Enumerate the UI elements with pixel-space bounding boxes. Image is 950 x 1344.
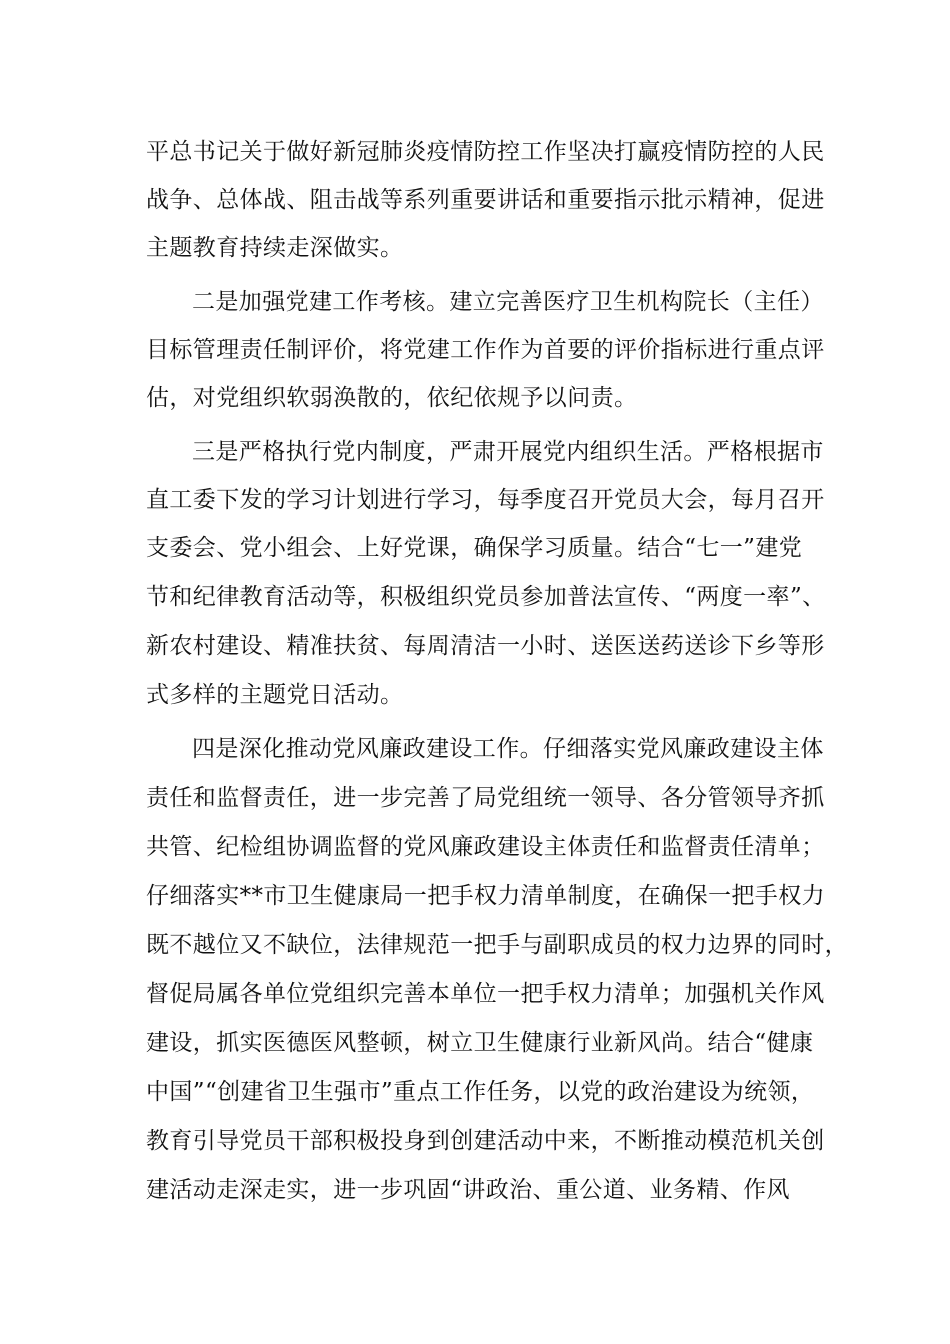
paragraph-4-line-3: 共管、纪检组协调监督的党风廉政建设主体责任和监督责任清单； xyxy=(146,834,825,860)
paragraph-3-line-5: 新农村建设、精准扶贫、每周清洁一小时、送医送药送诊下乡等形 xyxy=(146,633,825,659)
paragraph-4-line-6: 督促局属各单位党组织完善本单位一把手权力清单；加强机关作风 xyxy=(146,981,825,1007)
paragraph-4-line-2: 责任和监督责任，进一步完善了局党组统一领导、各分管领导齐抓 xyxy=(146,785,825,811)
paragraph-1-line-2: 战争、总体战、阻击战等系列重要讲话和重要指示批示精神，促进 xyxy=(146,187,825,213)
paragraph-3-line-3: 支委会、党小组会、上好党课，确保学习质量。结合“七一”建党 xyxy=(146,535,803,561)
paragraph-2-line-1: 二是加强党建工作考核。建立完善医疗卫生机构院长（主任） xyxy=(192,289,824,315)
paragraph-4-line-9: 教育引导党员干部积极投身到创建活动中来，不断推动模范机关创 xyxy=(146,1128,825,1154)
paragraph-3-line-2: 直工委下发的学习计划进行学习，每季度召开党员大会，每月召开 xyxy=(146,487,825,513)
paragraph-4-line-10: 建活动走深走实，进一步巩固“讲政治、重公道、业务精、作风 xyxy=(146,1177,790,1203)
paragraph-4-line-1: 四是深化推动党风廉政建设工作。仔细落实党风廉政建设主体 xyxy=(192,736,824,762)
paragraph-1-line-3: 主题教育持续走深做实。 xyxy=(146,235,404,261)
paragraph-3-line-4: 节和纪律教育活动等，积极组织党员参加普法宣传、“两度一率”、 xyxy=(146,584,826,610)
paragraph-4-line-7: 建设，抓实医德医风整顿，树立卫生健康行业新风尚。结合“健康 xyxy=(146,1030,814,1056)
paragraph-4-line-8: 中国”“创建省卫生强市”重点工作任务，以党的政治建设为统领， xyxy=(146,1079,815,1105)
paragraph-3-line-6: 式多样的主题党日活动。 xyxy=(146,682,404,708)
paragraph-4-line-5: 既不越位又不缺位，法律规范一把手与副职成员的权力边界的同时， xyxy=(146,932,848,958)
paragraph-2-line-3: 估，对党组织软弱涣散的，依纪依规予以问责。 xyxy=(146,385,638,411)
paragraph-2-line-2: 目标管理责任制评价，将党建工作作为首要的评价指标进行重点评 xyxy=(146,337,825,363)
paragraph-1-line-1: 平总书记关于做好新冠肺炎疫情防控工作坚决打赢疫情防控的人民 xyxy=(146,139,825,165)
paragraph-3-line-1: 三是严格执行党内制度，严肃开展党内组织生活。严格根据市 xyxy=(192,439,824,465)
paragraph-4-line-4: 仔细落实**市卫生健康局一把手权力清单制度，在确保一把手权力 xyxy=(146,883,825,909)
